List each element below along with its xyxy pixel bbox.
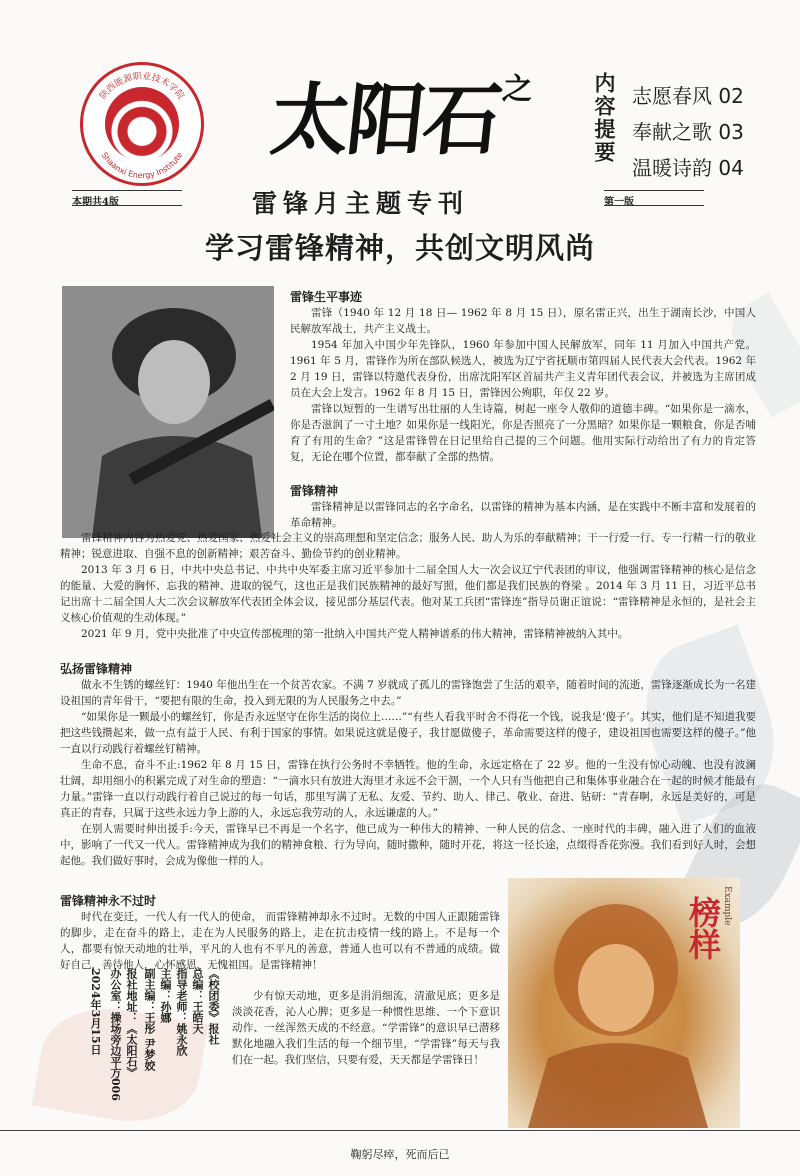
page-headline: 学习雷锋精神，共创文明风尚 xyxy=(204,231,595,265)
paragraph: 2013 年 3 月 6 日，中共中央总书记、中共中央军委主席习近平参加十二届全国人大一次会议辽宁代表团的审议，他强调雷锋精神的核心是信念的能量、大爱的胸怀、忘我的精神、进取的锐气，这也正是我们民族精神的最好写照，他们都是我们民族的脊梁 。2014 年 3 月 11 日，习近平总书记出席十二届全国人大二次会议解放军代表团全体会议，接见部分基层代表。他对某工兵团“雷锋连”指导员谢正谊说：“雷锋精神是永恒的，是社会主义核心价值观的生动体现。” xyxy=(60,564,756,624)
paragraph: 1954 年加入中国少年先锋队，1960 年参加中国人民解放军，同年 11 月加入中国共产党。1961 年 5 月，雷锋作为所在部队候选人，被选为辽宁省抚顺市第四届人民代表大会代表。1962 年 2 月 19 日，雷锋以特邀代表身份，出席沈阳军区首届共产主义青年团代表会议，并被选为主席团成员在大会上发言。1962 年 8 月 15 日，雷锋因公殉职，年仅 22 岁。 xyxy=(290,339,756,399)
toc-item[interactable]: 奉献之歌 03 xyxy=(632,120,744,144)
lei-feng-photo xyxy=(62,286,274,538)
role-model-title: 榜样 xyxy=(684,896,722,960)
credit-line: 办公室：操场旁边平方006 xyxy=(109,968,122,1101)
credit-line: 报社地址：《太阳石》 xyxy=(125,968,138,1078)
section-title: 弘扬雷锋精神 xyxy=(60,662,133,676)
paragraph: 做永不生锈的螺丝钉：1940 年他出生在一个贫苦农家。不满 7 岁就成了孤儿的雷锋饱尝了生活的艰辛，随着时间的流逝，雷锋逐渐成长为一名建设祖国的青年骨干，“要把有限的生命，投入到无限的为人民服务之中去。” xyxy=(60,679,756,707)
divider xyxy=(604,205,704,206)
svg-text:Shaanxi Energy Institute: Shaanxi Energy Institute xyxy=(99,150,185,181)
credit-line: 指导老师：姚永欣 xyxy=(175,968,188,1056)
contents-label: 内容提要 xyxy=(592,72,617,164)
role-model-english: Example xyxy=(722,886,732,926)
paragraph: 雷锋精神是以雷锋同志的名字命名，以雷锋的精神为基本内涵，是在实践中不断丰富和发展着的革命精神。 xyxy=(290,501,756,529)
paragraph: 时代在变迁，一代人有一代人的使命， 而雷锋精神却永不过时。无数的中国人正跟随雷锋的脚步，走在奋斗的路上，走在为人民服务的路上，走在抗击疫情一线的路上。不是每一个人，都要有惊天动地的壮举，平凡的人也有不平凡的善意，普通人也可以有不普通的成绩。做好自己，善待他人，心怀感恩，无愧祖国。是雷锋精神！ xyxy=(60,911,500,971)
toc-item[interactable]: 志愿春风 02 xyxy=(632,84,744,108)
spirit-section-head xyxy=(290,482,756,531)
table-of-contents xyxy=(632,78,744,186)
paragraph: 雷锋精神内容为热爱党、热爱国家、热爱社会主义的崇高理想和坚定信念；服务人民、助人为乐的奉献精神；干一行爱一行、专一行精一行的敬业精神；锐意进取、自强不息的创新精神；艰苦奋斗、勤俭节约的创业精神。 xyxy=(60,532,756,560)
paragraph: 雷锋以短暂的一生谱写出壮丽的人生诗篇，树起一座令人敬仰的道德丰碑。“如果你是一滴水，你是否滋润了一寸土地？如果你是一线阳光，你是否照亮了一分黑暗？如果你是一颗粮食，你是否哺育了有用的生命？”这是雷锋曾在日记里给自己提的三个问题。他用实际行动给出了有力的肯定答复，无论在哪个位置，都奉献了全部的热情。 xyxy=(290,403,756,463)
paragraph: “如果你是一颗最小的螺丝钉，你是否永远坚守在你生活的岗位上……”“有些人看我平时舍不得花一个钱，说我是‘傻子’。其实，他们是不知道我要把这些钱攒起来，做一点有益于人民、有利于国家的事情。如果说这就是傻子，我甘愿做傻子，革命需要这样的傻子，建设祖国也需要这样的傻子。”他一直以行动践行着螺丝钉精神。 xyxy=(60,711,756,755)
biography-section xyxy=(290,288,756,465)
divider xyxy=(72,205,182,206)
page-number: 第一版 xyxy=(604,190,704,208)
credit-line: 主编：孙娜 xyxy=(159,968,172,1023)
logo-ring xyxy=(83,65,201,183)
section-title: 雷锋精神 xyxy=(290,484,339,498)
timeless-section xyxy=(60,892,500,973)
toc-item[interactable]: 温暖诗韵 04 xyxy=(632,156,744,180)
paragraph: 雷锋（1940 年 12 月 18 日— 1962 年 8 月 15 日），原名雷正兴，出生于湖南长沙，中国人民解放军战士，共产主义战士。 xyxy=(290,307,756,335)
issue-count: 本期共4版 xyxy=(72,190,182,208)
section-title: 雷锋生平事迹 xyxy=(290,290,363,304)
footer-motto: 鞠躬尽瘁，死而后已 xyxy=(350,1148,450,1161)
section-title: 雷锋精神永不过时 xyxy=(60,894,157,908)
paragraph: 少有惊天动地，更多是涓涓细流，清澈见底；更多是淡淡花香，沁人心脾；更多是一种惯性思维、一个下意识动作、一丝浑然天成的不经意。“学雷锋”的意识早已潜移默化地融入我们生活的每一个细节里，“学雷锋”每天与我们在一起。我们坚信，只要有爱，天天都是学雷锋日！ xyxy=(232,990,500,1066)
spirit-section xyxy=(60,530,756,642)
svg-text:陕西能源职业技术学院: 陕西能源职业技术学院 xyxy=(98,71,186,102)
paragraph: 2021 年 9 月，党中央批准了中央宣传部梳理的第一批纳入中国共产党人精神谱系的伟大精神，雷锋精神被纳入其中。 xyxy=(81,628,629,640)
divider xyxy=(0,1130,800,1131)
timeless-section-cont xyxy=(232,988,500,1068)
editorial-credits xyxy=(70,968,220,1118)
role-model-image xyxy=(508,878,740,1128)
promote-section xyxy=(60,660,756,869)
paragraph: 生命不息，奋斗不止:1962 年 8 月 15 日，雷锋在执行公务时不幸牺牲。他的生命，永远定格在了 22 岁。他的一生没有惊心动魄、也没有波澜壮阔，却用细小的积累完成了对生命的塑造：“一滴水只有放进大海里才永远不会干涸，一个人只有当他把自己和集体事业融合在一起的时候才能最有力量。”雷锋一直以行动践行着自己说过的每一句话，那里写满了无私、友爱、节约、助人、律己、敬业、奋进、钻研：“青春啊，永远是美好的，可是真正的青春，只属于这些永远力争上游的人，永远忘我劳动的人，永远谦虚的人。” xyxy=(60,759,756,819)
credit-line: 2024年3月15日 xyxy=(89,968,102,1055)
credit-line: 副主编：王彤 尹梦姣 xyxy=(143,968,156,1071)
soldier-portrait-icon xyxy=(62,286,274,538)
paragraph: 在别人需要时伸出援手:今天，雷锋早已不再是一个名字，他已成为一种伟大的精神、一种人民的信念、一座时代的丰碑，融入进了人们的血液中，影响了一代又一代人。雷锋精神成为我们的精神食粮、行为导向，随时撒种，随时开花，将这一径长途，点缀得香花弥漫。我们看到好人时，会想起他。我们做好事时，会成为像他一样的人。 xyxy=(60,823,756,867)
credit-line: 《校团委》报社 xyxy=(207,968,220,1045)
credit-line: 总编：王皓天 xyxy=(191,968,204,1034)
special-issue-title: 雷锋月主题专刊 xyxy=(252,189,470,218)
masthead: 太阳石$^之$ xyxy=(266,72,533,166)
school-logo xyxy=(80,62,204,186)
